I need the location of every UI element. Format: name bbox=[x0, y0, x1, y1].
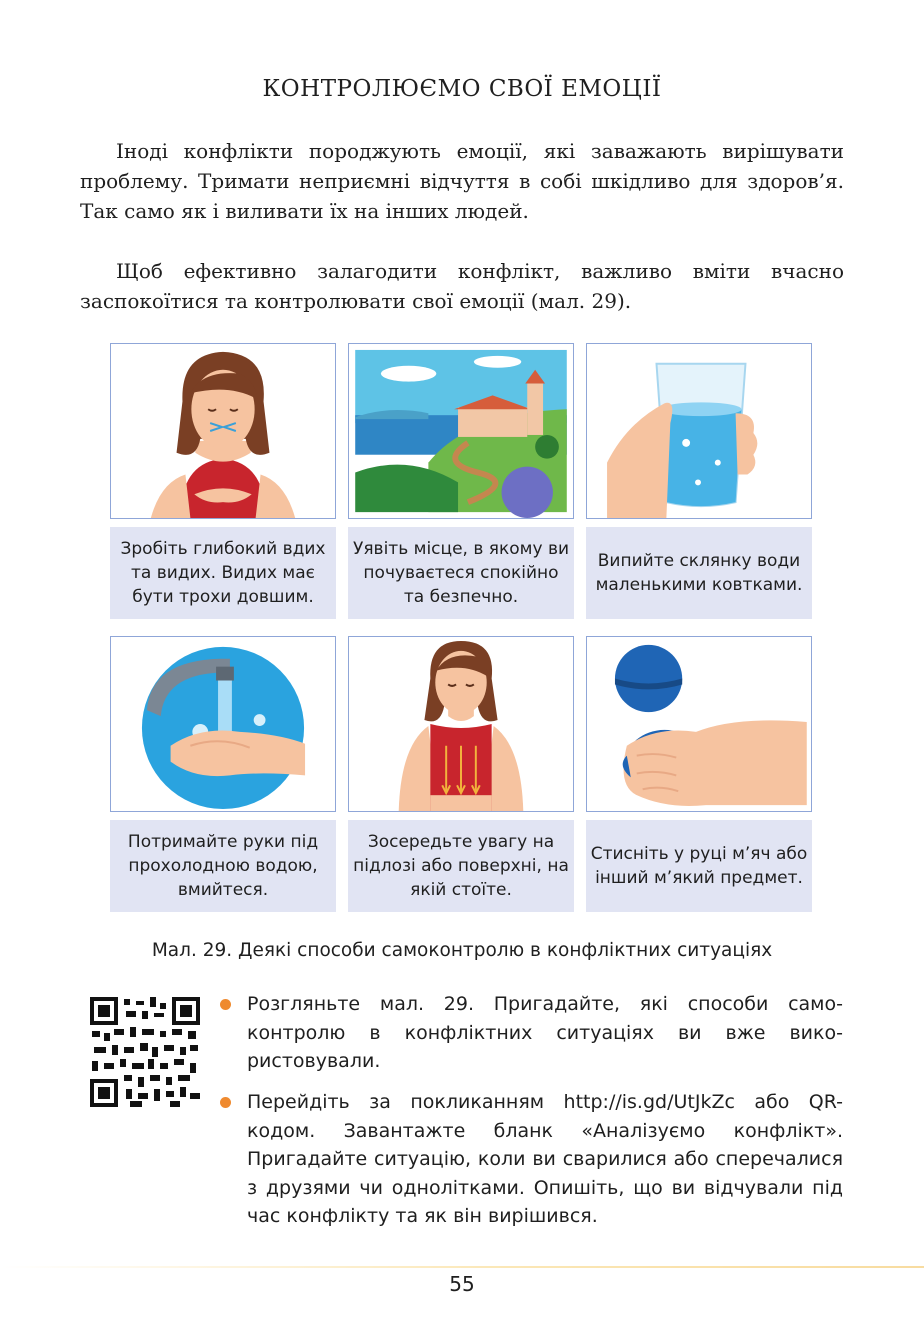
calm-landscape-illustration bbox=[348, 343, 574, 519]
paragraph-2: Щоб ефективно залагодити конфлікт, важливо вміти вчасно заспокоїтися та контролювати свої емоції (мал. 29). bbox=[80, 259, 844, 313]
deep-breath-woman-illustration bbox=[110, 343, 336, 519]
paragraph-1: Іноді конфлікти породжують емоції, які заважають вирішувати проблему. Тримати неприємні відчуття в собі шкідливо для здоров’я. Так само як і виливати їх на інших людей. bbox=[80, 139, 844, 223]
card-caption-3: Випийте склянку води маленькими ковтками. bbox=[586, 527, 812, 619]
figure-caption: Мал. 29. Деякі способи самоконтролю в конфліктних ситуаціях bbox=[151, 940, 773, 961]
bullet-text-1: Розгляньте мал. 29. Пригадайте, які способи самоконтролю в конфліктних ситуаціях ви вже використовували. bbox=[247, 993, 843, 1072]
glass-of-water-illustration bbox=[586, 343, 812, 519]
card-caption-6: Стисніть у руці м’яч або інший м’який предмет. bbox=[586, 820, 812, 912]
bullet-dot-icon bbox=[220, 1097, 231, 1108]
card-caption-2: Уявіть місце, в якому ви почуваєтеся спокійно та безпечно. bbox=[348, 527, 574, 619]
qr-code-icon[interactable] bbox=[90, 997, 200, 1107]
card-caption-4: Потримайте руки під прохолодною водою, вмийтеся. bbox=[110, 820, 336, 912]
card-caption-5: Зосередьте увагу на підлозі або поверхні, на якій стоїте. bbox=[348, 820, 574, 912]
washing-hands-illustration bbox=[110, 636, 336, 812]
footer-divider bbox=[0, 1266, 924, 1268]
bullet-text-2: Перейдіть за покликанням http://is.gd/UtJkZc або QR-кодом. Завантажте бланк «Аналізуємо конфлікт». Пригадайте ситуацію, коли ви сварилися або сперечалися з друзями чи однолітками. Опишіть, що ви відчували під час конфлікту та як він вирішився. bbox=[247, 1091, 843, 1227]
squeeze-ball-illustration bbox=[586, 636, 812, 812]
card-caption-1: Зробіть глибокий вдих та видих. Видих має бути трохи довшим. bbox=[110, 527, 336, 619]
bullet-item-1 bbox=[247, 990, 843, 1076]
grounding-woman-illustration bbox=[348, 636, 574, 812]
bullet-dot-icon bbox=[220, 999, 231, 1010]
page-title: КОНТРОЛЮЄМО СВОЇ ЕМОЦІЇ bbox=[262, 76, 662, 102]
bullet-item-2 bbox=[247, 1088, 843, 1231]
page-number: 55 bbox=[449, 1272, 475, 1296]
